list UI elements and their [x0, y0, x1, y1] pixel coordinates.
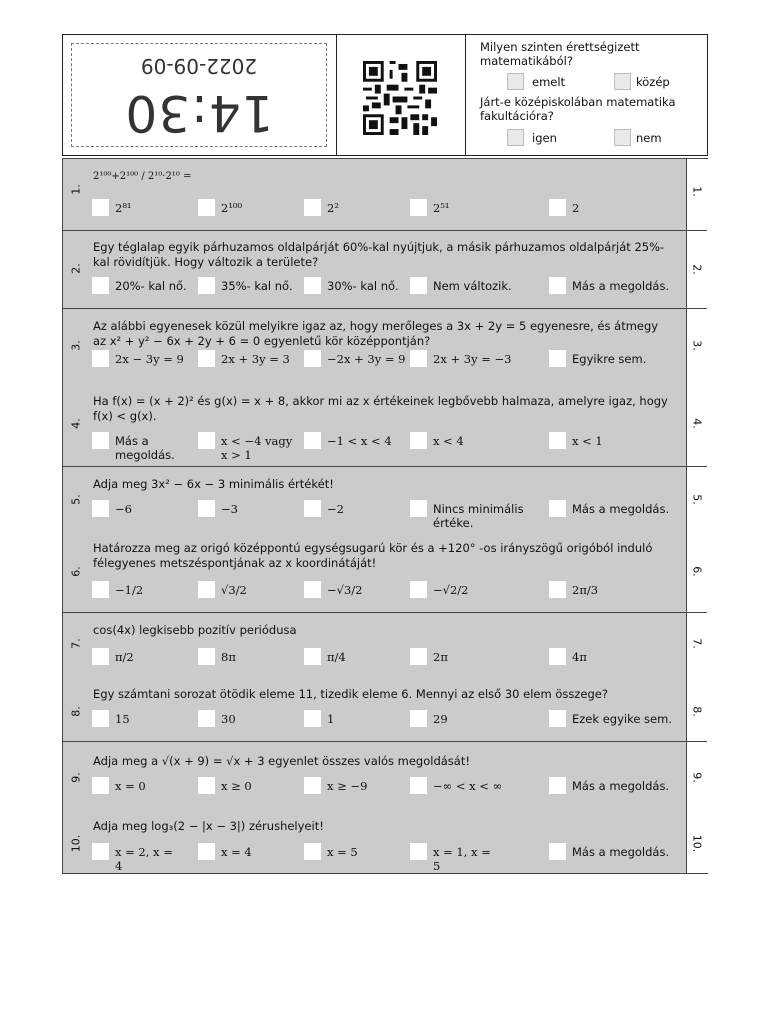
answer-checkbox[interactable] [92, 199, 109, 216]
question-text: Egy téglalap egyik párhuzamos oldalpárját 60%-kal nyújtjuk, a másik párhuzamos oldalpárját 25%- kal rövidítjük. Hogy változik a területe? [93, 240, 665, 269]
answer-option: x = 2, x = 4 [115, 845, 173, 873]
question-number: 10. [69, 834, 83, 853]
answer-option: 15 [115, 712, 130, 726]
answer-checkbox[interactable] [410, 648, 427, 665]
answer-checkbox[interactable] [304, 777, 321, 794]
question-number-right: 7. [690, 638, 704, 649]
answer-option: x ≥ 0 [221, 779, 252, 793]
answer-checkbox[interactable] [549, 277, 566, 294]
answer-checkbox[interactable] [198, 710, 215, 727]
question-number-right: 2. [690, 264, 704, 275]
answer-checkbox[interactable] [410, 581, 427, 598]
answer-option: Más a megoldás. [115, 434, 175, 462]
answer-checkbox[interactable] [92, 432, 109, 449]
answer-checkbox[interactable] [549, 432, 566, 449]
answer-option: x = 1, x = 5 [433, 845, 491, 873]
question-number-right: 6. [690, 566, 704, 577]
answer-checkbox[interactable] [92, 350, 109, 367]
answer-checkbox[interactable] [549, 350, 566, 367]
answer-option: 2⁵¹ [433, 201, 450, 215]
question-number: 7. [69, 638, 83, 649]
question-text: Adja meg 3x² − 6x − 3 minimális értékét! [93, 477, 334, 491]
divider [336, 35, 337, 155]
question-number: 1. [69, 184, 83, 195]
survey-panel [466, 35, 708, 155]
answer-option: −2 [327, 502, 344, 516]
answer-checkbox[interactable] [410, 277, 427, 294]
checkbox-emelt[interactable] [507, 73, 524, 90]
answer-checkbox[interactable] [304, 648, 321, 665]
answer-option: Nincs minimális értéke. [433, 502, 524, 530]
answer-checkbox[interactable] [410, 710, 427, 727]
answer-checkbox[interactable] [549, 710, 566, 727]
row-separator [63, 466, 707, 467]
answer-checkbox[interactable] [410, 777, 427, 794]
question-table [62, 158, 708, 874]
answer-option: 2π/3 [572, 583, 599, 597]
question-text: Adja meg a √(x + 9) = √x + 3 egyenlet összes valós megoldását! [93, 754, 470, 768]
answer-option: x = 4 [221, 845, 252, 859]
answer-checkbox[interactable] [92, 777, 109, 794]
answer-option: 2¹⁰⁰ [221, 201, 243, 215]
answer-option: −√3/2 [327, 583, 363, 597]
answer-checkbox[interactable] [198, 843, 215, 860]
option-igen: igen [532, 131, 557, 145]
answer-option: Ezek egyike sem. [572, 712, 672, 726]
question-number: 3. [69, 340, 83, 351]
qr-code-icon [363, 61, 437, 135]
answer-option: −√2/2 [433, 583, 469, 597]
answer-checkbox[interactable] [92, 277, 109, 294]
answer-option: π/4 [327, 650, 346, 664]
answer-option: −6 [115, 502, 132, 516]
answer-checkbox[interactable] [304, 843, 321, 860]
answer-checkbox[interactable] [198, 581, 215, 598]
survey-question-2: Járt-e középiskolában matematika fakultációra? [480, 95, 676, 123]
answer-option: Más a megoldás. [572, 502, 670, 516]
question-text: Az alábbi egyenesek közül melyikre igaz az, hogy merőleges a 3x + 2y = 5 egyenesre, és átmegy az x² + y² − 6x + 2y + 6 = 0 egyenletű kör középpontján? [93, 319, 659, 348]
answer-checkbox[interactable] [92, 648, 109, 665]
checkbox-nem[interactable] [614, 129, 631, 146]
answer-option: 2x + 3y = −3 [433, 352, 512, 366]
answer-checkbox[interactable] [304, 432, 321, 449]
question-number: 8. [69, 706, 83, 717]
option-kozep: közép [636, 75, 670, 89]
answer-checkbox[interactable] [92, 500, 109, 517]
timestamp-box [71, 43, 327, 147]
question-text: Ha f(x) = (x + 2)² és g(x) = x + 8, akkor mi az x értékeinek legbővebb halmaza, amelyre igaz, hogy f(x) < g(x). [93, 394, 668, 423]
question-number-right: 4. [690, 418, 704, 429]
option-nem: nem [636, 131, 662, 145]
answer-checkbox[interactable] [304, 277, 321, 294]
answer-checkbox[interactable] [549, 843, 566, 860]
answer-option: 2x − 3y = 9 [115, 352, 184, 366]
answer-option: 2⁸¹ [115, 201, 132, 215]
answer-option: −∞ < x < ∞ [433, 779, 503, 793]
question-number-right: 9. [690, 772, 704, 783]
answer-checkbox[interactable] [198, 277, 215, 294]
answer-option: 29 [433, 712, 448, 726]
answer-checkbox[interactable] [92, 843, 109, 860]
answer-option: x < 4 [433, 434, 464, 448]
answer-checkbox[interactable] [410, 432, 427, 449]
answer-checkbox[interactable] [410, 199, 427, 216]
answer-option: 20%- kal nő. [115, 279, 187, 293]
answer-option: Más a megoldás. [572, 279, 670, 293]
answer-option: x < 1 [572, 434, 603, 448]
question-number-right: 5. [690, 494, 704, 505]
answer-option: 1 [327, 712, 335, 726]
answer-option: 2 [572, 201, 580, 215]
answer-option: π/2 [115, 650, 134, 664]
answer-checkbox[interactable] [304, 199, 321, 216]
question-text: Határozza meg az origó középpontú egységsugarú kör és a +120° -os irányszögű origóból induló félegyenes metszéspontjának az x koordinátáját! [93, 541, 653, 570]
question-number-right: 10. [690, 834, 704, 853]
question-number-right: 3. [690, 340, 704, 351]
answer-sheet-header [62, 34, 708, 156]
row-separator [63, 612, 707, 613]
answer-option: Nem változik. [433, 279, 512, 293]
row-separator [63, 308, 707, 309]
question-number: 5. [69, 494, 83, 505]
answer-checkbox[interactable] [198, 500, 215, 517]
answer-option: −3 [221, 502, 238, 516]
answer-checkbox[interactable] [410, 500, 427, 517]
question-number: 6. [69, 566, 83, 577]
answer-option: −2x + 3y = 9 [327, 352, 406, 366]
answer-checkbox[interactable] [198, 648, 215, 665]
answer-checkbox[interactable] [304, 581, 321, 598]
answer-option: 4π [572, 650, 587, 664]
date-label: 2022-09-09 [140, 54, 258, 78]
answer-checkbox[interactable] [198, 432, 215, 449]
time-label: 14:30 [124, 84, 274, 142]
answer-option: Egyikre sem. [572, 352, 647, 366]
checkbox-kozep[interactable] [614, 73, 631, 90]
answer-option: −1 < x < 4 [327, 434, 392, 448]
answer-option: 35%- kal nő. [221, 279, 293, 293]
answer-option: x ≥ −9 [327, 779, 368, 793]
row-separator [63, 741, 707, 742]
answer-checkbox[interactable] [198, 777, 215, 794]
answer-checkbox[interactable] [549, 648, 566, 665]
question-number: 2. [69, 263, 83, 274]
option-emelt: emelt [532, 75, 566, 89]
checkbox-igen[interactable] [507, 129, 524, 146]
answer-checkbox[interactable] [549, 581, 566, 598]
answer-checkbox[interactable] [410, 350, 427, 367]
survey-question-1: Milyen szinten érettségizett matematikából? [480, 40, 640, 68]
question-number: 9. [69, 772, 83, 783]
answer-option: 8π [221, 650, 236, 664]
answer-checkbox[interactable] [92, 581, 109, 598]
answer-checkbox[interactable] [304, 500, 321, 517]
row-separator [63, 230, 707, 231]
answer-option: x = 0 [115, 779, 146, 793]
question-text: Adja meg log₃(2 − |x − 3|) zérushelyeit! [93, 819, 324, 833]
question-text: cos(4x) legkisebb pozitív periódusa [93, 623, 297, 637]
answer-option: −1/2 [115, 583, 144, 597]
question-text: 2¹⁰⁰+2¹⁰⁰ / 2¹⁰·2¹⁰ = [93, 171, 192, 182]
answer-option: Más a megoldás. [572, 845, 670, 859]
answer-option: Más a megoldás. [572, 779, 670, 793]
answer-checkbox[interactable] [549, 777, 566, 794]
answer-option: x = 5 [327, 845, 358, 859]
answer-option: 2x + 3y = 3 [221, 352, 290, 366]
answer-checkbox[interactable] [304, 710, 321, 727]
timestamp-rotated [72, 44, 326, 146]
answer-option: 30%- kal nő. [327, 279, 399, 293]
answer-checkbox[interactable] [549, 199, 566, 216]
answer-checkbox[interactable] [549, 500, 566, 517]
answer-option: 2π [433, 650, 448, 664]
question-text: Egy számtani sorozat ötödik eleme 11, tizedik eleme 6. Mennyi az első 30 elem összege? [93, 687, 608, 701]
answer-checkbox[interactable] [198, 199, 215, 216]
question-number-right: 1. [690, 186, 704, 197]
answer-checkbox[interactable] [410, 843, 427, 860]
answer-checkbox[interactable] [198, 350, 215, 367]
answer-option: x < −4 vagy x > 1 [221, 434, 293, 462]
answer-option: √3/2 [221, 583, 247, 597]
answer-checkbox[interactable] [92, 710, 109, 727]
question-number-right: 8. [690, 706, 704, 717]
answer-option: 30 [221, 712, 236, 726]
question-number: 4. [69, 418, 83, 429]
answer-option: 2² [327, 201, 339, 215]
answer-checkbox[interactable] [304, 350, 321, 367]
